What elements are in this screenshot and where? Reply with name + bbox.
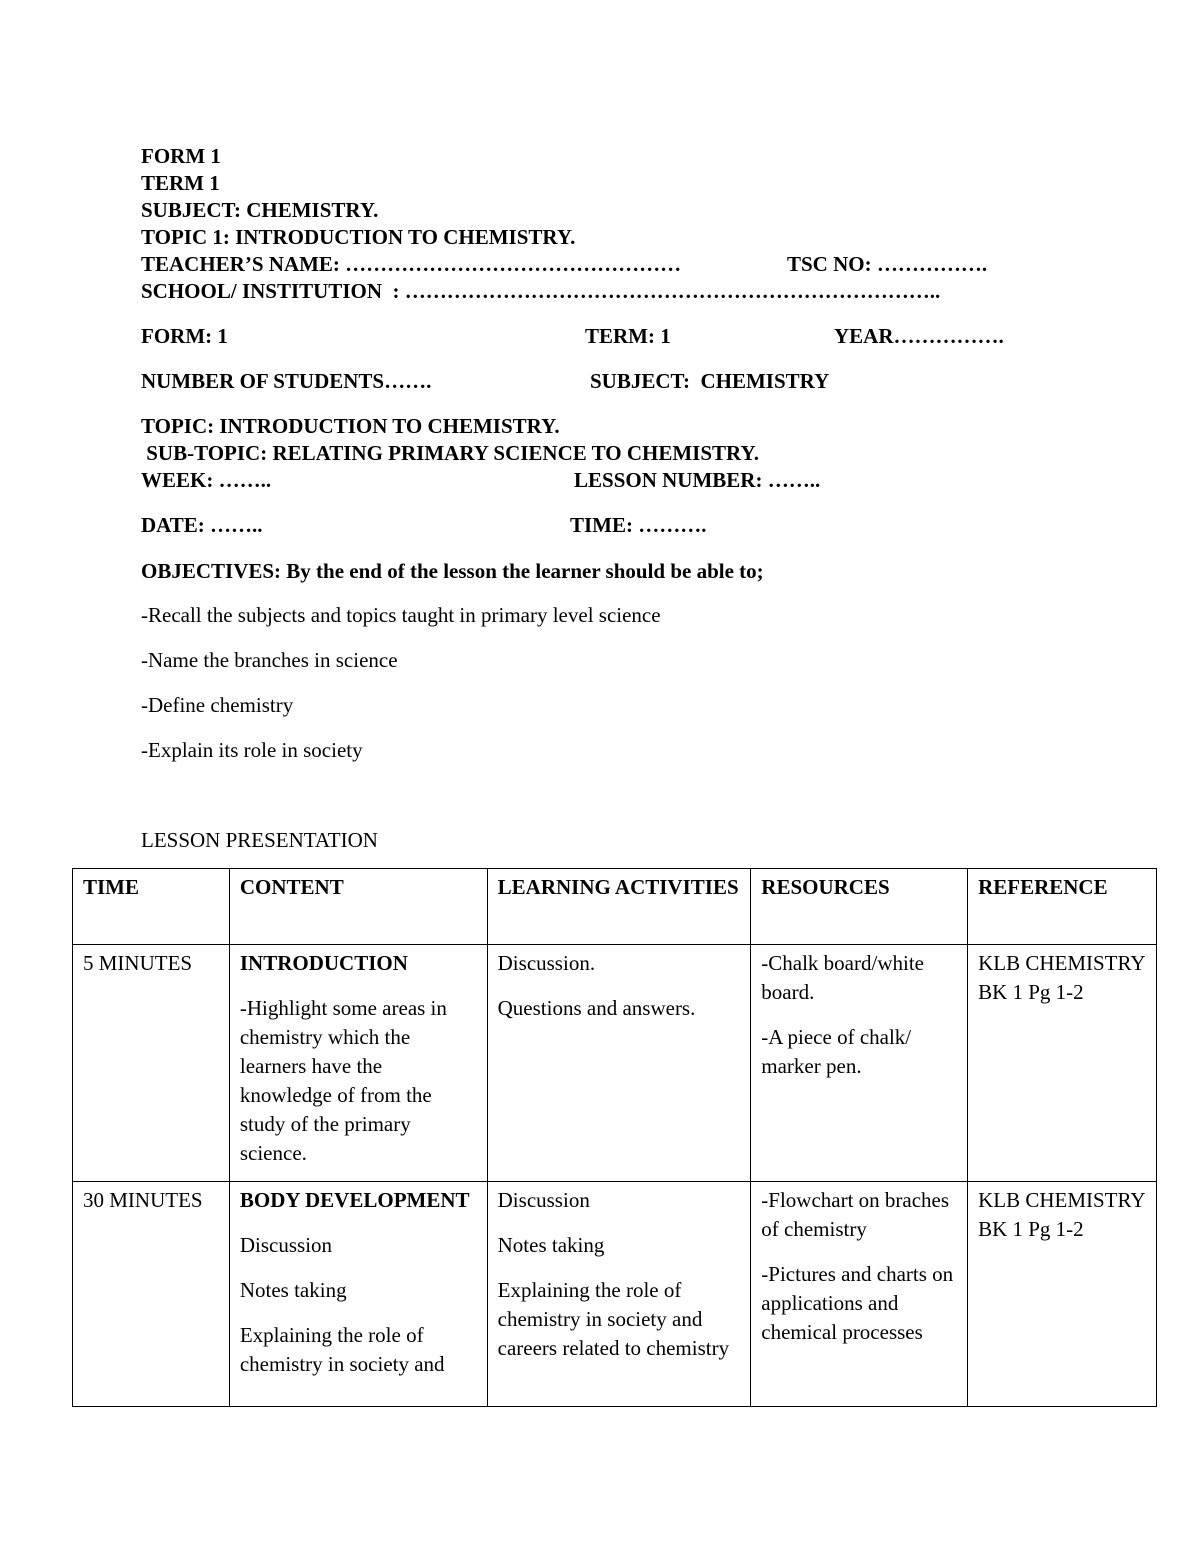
detail-topic: TOPIC: INTRODUCTION TO CHEMISTRY. [141,414,560,438]
cell-time: 5 MINUTES [73,945,230,1182]
detail-students: NUMBER OF STUDENTS……. [141,369,432,393]
cell-reference: KLB CHEMISTRY BK 1 Pg 1-2 [968,1182,1157,1407]
cell-resources [751,1182,968,1407]
table-row [73,945,1157,1182]
header-content: CONTENT [229,869,487,945]
detail-time: TIME: ………. [570,513,707,537]
resource-item: -Flowchart on braches of chemistry [761,1188,950,1241]
tsc-no-field: TSC NO: ……………. [787,252,988,276]
resource-item: -Pictures and charts on applications and chemical processes [761,1262,954,1344]
term-line: TERM 1 [141,171,220,195]
content-item: Notes taking [239,1278,347,1302]
cell-activities [487,945,751,1182]
detail-sub-topic: SUB-TOPIC: RELATING PRIMARY SCIENCE TO CHEMISTRY. [141,441,759,465]
form-line: FORM 1 [141,144,221,168]
cell-resources [751,945,968,1182]
header-time: TIME [73,869,230,945]
detail-date: DATE: …….. [141,513,263,537]
detail-form: FORM: 1 [141,324,228,348]
objectives-label: OBJECTIVES [141,559,275,583]
resource-item: -A piece of chalk/ marker pen. [761,1025,912,1078]
objectives-intro: : By the end of the lesson the learner should be able to; [274,559,764,583]
lesson-table [72,868,1157,1407]
content-title: BODY DEVELOPMENT [239,1188,470,1212]
content-item: -Highlight some areas in chemistry which the learners have the knowledge of from the study of the primary science. [239,996,447,1165]
activity-item: Explaining the role of chemistry in society and careers related to chemistry [497,1278,730,1360]
school-field: SCHOOL/ INSTITUTION : ………………………………………………………………….. [141,279,941,303]
content-title: INTRODUCTION [239,951,408,975]
teacher-name-field: TEACHER’S NAME: ………………………………………… [141,252,682,276]
cell-reference: KLB CHEMISTRY BK 1 Pg 1-2 [968,945,1157,1182]
objective-item: -Recall the subjects and topics taught in primary level science [141,603,661,627]
table-header-row [73,869,1157,945]
presentation-title: LESSON PRESENTATION [141,828,378,852]
detail-term: TERM: 1 [585,324,671,348]
content-item: Discussion [239,1233,333,1257]
detail-year: YEAR……………. [834,324,1004,348]
cell-content [229,1182,487,1407]
cell-time: 30 MINUTES [73,1182,230,1407]
detail-subject: SUBJECT: CHEMISTRY [590,369,830,393]
header-learning-activities: LEARNING ACTIVITIES [487,869,751,945]
objective-item: -Name the branches in science [141,648,398,672]
header-reference: REFERENCE [968,869,1157,945]
content-item: Explaining the role of chemistry in society and [239,1323,445,1376]
activity-item: Questions and answers. [497,996,696,1020]
activity-item: Discussion [497,1188,590,1212]
topic-line: TOPIC 1: INTRODUCTION TO CHEMISTRY. [141,225,576,249]
header-resources: RESOURCES [751,869,968,945]
activity-item: Notes taking [497,1233,605,1257]
objectives-heading [141,558,764,585]
detail-week: WEEK: …….. [141,468,272,492]
detail-lesson-number: LESSON NUMBER: …….. [574,468,821,492]
cell-activities [487,1182,751,1407]
subject-line: SUBJECT: CHEMISTRY. [141,198,379,222]
objective-item: -Define chemistry [141,693,294,717]
cell-content [229,945,487,1182]
table-row [73,1182,1157,1407]
resource-item: -Chalk board/white board. [761,951,924,1004]
objective-item: -Explain its role in society [141,738,363,762]
activity-item: Discussion. [497,951,596,975]
